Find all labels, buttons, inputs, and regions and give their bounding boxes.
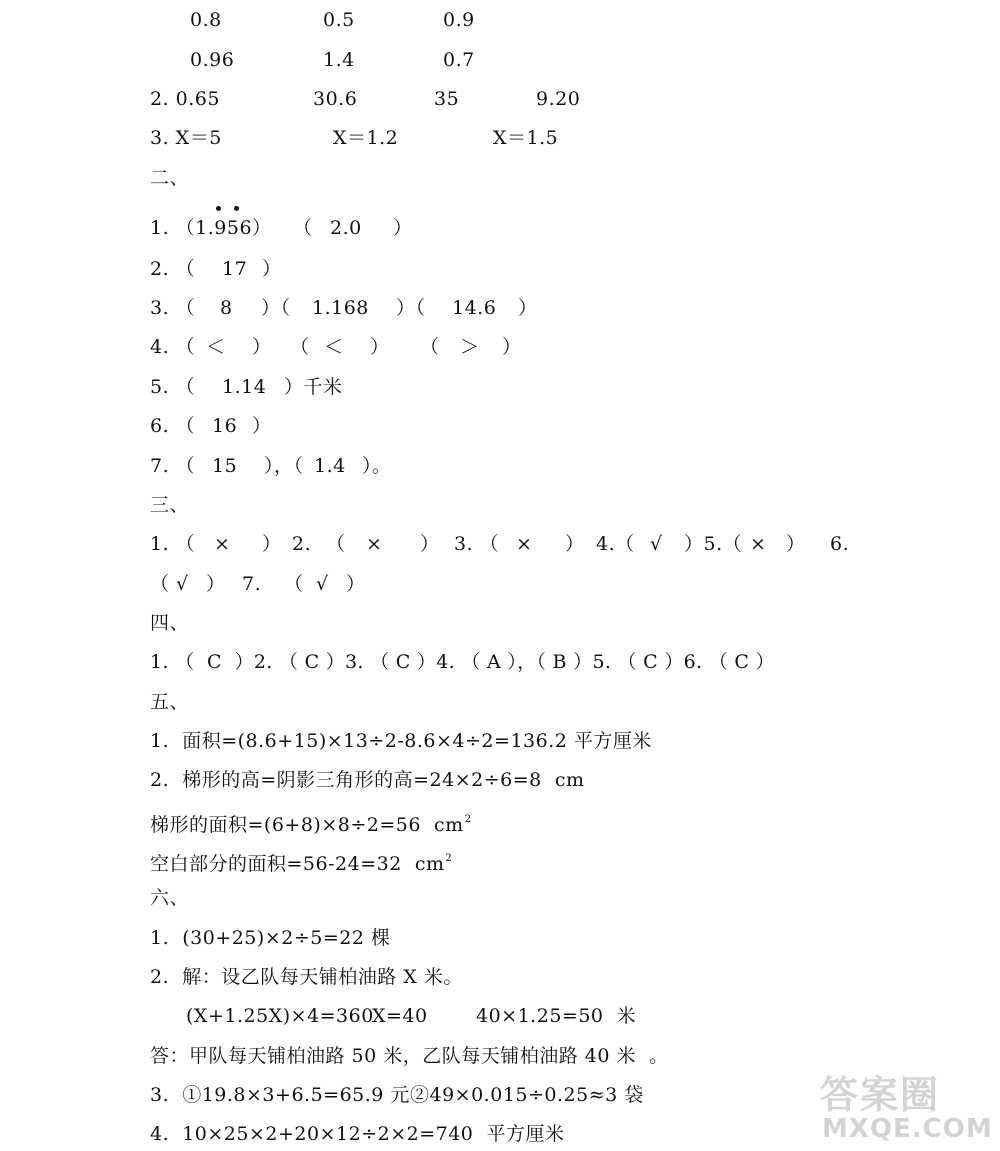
answer-line: ） xyxy=(252,415,272,437)
answer-line: 1. （1.956） xyxy=(150,217,272,239)
answer-line: 3. ①19.8×3+6.5=65.9 元 xyxy=(150,1084,410,1106)
answer-line: 4. 10×25×2+20×12÷2×2=740 平方厘米 xyxy=(150,1123,565,1145)
answer-line: ＞ xyxy=(460,336,480,358)
answer-line: √ xyxy=(650,533,663,555)
answer-line: 0.96 xyxy=(190,49,235,71)
answer-line: ） xyxy=(262,533,282,555)
answer-line: 35 xyxy=(434,88,460,110)
answer-line: ） xyxy=(518,297,538,319)
answer-line: X＝1.5 xyxy=(493,127,559,149)
answer-line: 1. （ C ）2. （ C ）3. （ C ）4. （ A ），（ B ）5. （ C ）6. （ C ） xyxy=(150,651,775,673)
answer-line: ） xyxy=(370,336,390,358)
answer-line: 0.5 xyxy=(323,9,355,31)
answer-line: × xyxy=(516,533,533,555)
section-heading: 五、 xyxy=(150,691,190,713)
section-heading: 六、 xyxy=(150,887,190,909)
answer-line: ） xyxy=(206,573,226,595)
answer-line: × xyxy=(750,533,767,555)
answer-line: ②49×0.015÷0.25≈3 袋 xyxy=(410,1084,644,1106)
answer-line: √ xyxy=(316,573,329,595)
section-heading: 三、 xyxy=(150,494,190,516)
answer-line: X＝1.2 xyxy=(333,127,399,149)
answer-line: ）千米 xyxy=(284,376,343,398)
answer-line: 1.4 xyxy=(323,49,355,71)
watermark-url: MXQE.COM xyxy=(822,1114,993,1144)
answer-line: ）5.（ xyxy=(684,533,743,555)
answer-line: 17 xyxy=(222,258,248,280)
answer-line: 0.8 xyxy=(190,9,222,31)
answer-line: ）（ xyxy=(396,297,426,319)
answer-line: 3. （ xyxy=(454,533,500,555)
answer-line: 2.0 xyxy=(330,217,362,239)
answer-line: 1.168 xyxy=(312,297,369,319)
answer-line: ） xyxy=(565,533,585,555)
answer-line: 30.6 xyxy=(313,88,358,110)
answer-line: 3. X＝5 xyxy=(150,127,222,149)
answer-line: 答：甲队每天铺柏油路 50 米，乙队每天铺柏油路 40 米 。 xyxy=(150,1045,669,1067)
answer-line: 0.9 xyxy=(443,9,475,31)
answer-line: （ xyxy=(420,336,440,358)
answer-line: 7. （ xyxy=(150,455,196,477)
section-heading: 四、 xyxy=(150,612,190,634)
answer-line: ）（ xyxy=(261,297,291,319)
answer-line: （ xyxy=(150,573,170,595)
answer-line: 2. （ xyxy=(150,258,196,280)
answer-line: 40×1.25=50 米 xyxy=(476,1005,637,1027)
answer-line: 1. 面积=(8.6+15)×13÷2-8.6×4÷2=136.2 平方厘米 xyxy=(150,730,652,752)
repeating-decimal-dot xyxy=(216,206,221,211)
answer-line: 2. 0.65 xyxy=(150,88,220,110)
answer-line: ） xyxy=(346,573,366,595)
answer-line: （ xyxy=(290,336,310,358)
answer-line: (X+1.25X)×4=360 xyxy=(186,1005,374,1027)
watermark-text: 答案圈 xyxy=(820,1073,941,1117)
answer-line: 3. （ xyxy=(150,297,196,319)
answer-line: 4.（ xyxy=(596,533,635,555)
answer-line: 1.4 xyxy=(314,455,346,477)
answer-line: ） xyxy=(420,533,440,555)
answer-line: 15 xyxy=(212,455,238,477)
answer-line: ） xyxy=(786,533,806,555)
answer-line: 1. (30+25)×2÷5=22 棵 xyxy=(150,927,391,949)
answer-line: 16 xyxy=(212,415,238,437)
answer-line: ＜ xyxy=(206,336,226,358)
answer-line: 7. xyxy=(242,573,262,595)
answer-line: ） xyxy=(393,217,413,239)
answer-line: 9.20 xyxy=(536,88,581,110)
answer-line: ）。 xyxy=(362,455,392,477)
repeating-decimal-dot xyxy=(234,206,239,211)
answer-line: ） xyxy=(252,336,272,358)
answer-line: ） xyxy=(502,336,522,358)
answer-line: 6. （ xyxy=(150,415,196,437)
answer-line: 2. 梯形的高=阴影三角形的高=24×2÷6=8 cm xyxy=(150,769,585,791)
answer-line: （ xyxy=(293,217,313,239)
answer-line: 8 xyxy=(220,297,233,319)
answer-line: ＜ xyxy=(324,336,344,358)
answer-line: 14.6 xyxy=(452,297,497,319)
section-heading: 二、 xyxy=(150,167,190,189)
answer-line: ） xyxy=(262,258,282,280)
watermark-logo xyxy=(820,1075,995,1145)
answer-line: 1.14 xyxy=(222,376,267,398)
answer-line: X=40 xyxy=(372,1005,428,1027)
answer-line: 4. （ xyxy=(150,336,196,358)
answer-line: × xyxy=(214,533,231,555)
answer-line: 5. （ xyxy=(150,376,196,398)
answer-line: 0.7 xyxy=(443,49,475,71)
answer-line: √ xyxy=(176,573,189,595)
answer-line: 梯形的面积=(6+8)×8÷2=56 $cm^2$ xyxy=(150,814,472,836)
answer-line: 2. 解：设乙队每天铺柏油路 X 米。 xyxy=(150,966,463,988)
answer-line: × xyxy=(366,533,383,555)
answer-line: 1. （ xyxy=(150,533,196,555)
answer-line: 空白部分的面积=56-24=32 $cm^2$ xyxy=(150,853,453,875)
answer-line: ），（ xyxy=(264,455,304,477)
answer-line: （ xyxy=(284,573,304,595)
answer-line: 6. xyxy=(830,533,850,555)
answer-line: （ xyxy=(326,533,346,555)
answer-line: 2. xyxy=(292,533,312,555)
